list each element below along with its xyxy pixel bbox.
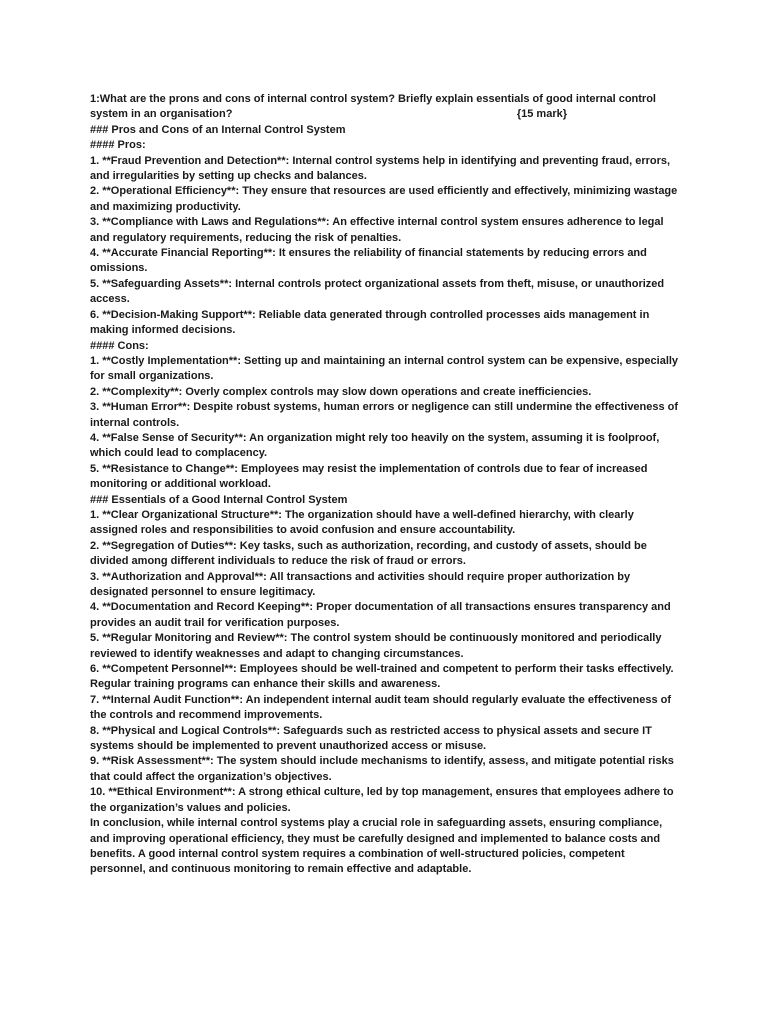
- question-marks: {15 mark}: [516, 108, 567, 121]
- pros-item-1: 1. **Fraud Prevention and Detection**: Internal control systems help in identifying and preventing fraud, errors, and irregularities by setting up checks and balances.: [90, 154, 671, 183]
- essentials-item-9: 9. **Risk Assessment**: The system should include mechanisms to identify, assess, and mitigate potential risks that could affect the organization’s objectives.: [90, 755, 674, 783]
- essentials-item-8: 8. **Physical and Logical Controls**: Safeguards such as restricted access to physical assets and secure IT systems should be implemented to prevent unauthorized access or misuse.: [90, 724, 652, 753]
- question-line-1: 1:What are the prons and cons of internal control system? Briefly explain essentials of good internal control: [90, 93, 656, 105]
- question-line-2: [90, 107, 680, 122]
- essentials-item-6: 6. **Competent Personnel**: Employees should be well-trained and competent to perform their tasks effectively. Regular training programs can enhance their skills and awareness.: [90, 663, 674, 691]
- essentials-item-7: 7. **Internal Audit Function**: An independent internal audit team should regularly evaluate the effectiveness of the controls and recommend improvements.: [90, 693, 672, 722]
- heading-pros-cons: ### Pros and Cons of an Internal Control System: [90, 123, 346, 136]
- conclusion-paragraph: In conclusion, while internal control systems play a crucial role in safeguarding assets, ensuring compliance, and improving operational efficiency, they must be carefully designed and implemented to balance costs and benefits. A good internal control system requires a combination of well-structured policies, competent personnel, and continuous monitoring to remain effective and adaptable.: [90, 817, 663, 876]
- cons-item-2: 2. **Complexity**: Overly complex controls may slow down operations and create inefficiencies.: [90, 385, 592, 398]
- cons-heading: #### Cons:: [90, 339, 149, 352]
- essentials-item-5: 5. **Regular Monitoring and Review**: The control system should be continuously monitored and periodically reviewed to identify weaknesses and adapt to changing circumstances.: [90, 632, 662, 660]
- cons-item-3: 3. **Human Error**: Despite robust systems, human errors or negligence can still undermine the effectiveness of internal controls.: [90, 401, 679, 429]
- question-text-continued: system in an organisation?: [90, 108, 233, 121]
- essentials-item-10: 10. **Ethical Environment**: A strong ethical culture, led by top management, ensures that employees adhere to the organization’s values and policies.: [90, 786, 674, 814]
- pros-item-2: 2. **Operational Efficiency**: They ensure that resources are used efficiently and effectively, minimizing wastage and maximizing productivity.: [90, 185, 678, 213]
- cons-item-5: 5. **Resistance to Change**: Employees may resist the implementation of controls due to fear of increased monitoring or additional workload.: [90, 462, 648, 491]
- cons-item-1: 1. **Costly Implementation**: Setting up and maintaining an internal control system can be expensive, especially for small organizations.: [90, 354, 679, 383]
- essentials-heading: ### Essentials of a Good Internal Control System: [90, 493, 348, 506]
- document-page: [90, 92, 680, 878]
- essentials-item-4: 4. **Documentation and Record Keeping**: Proper documentation of all transactions ensures transparency and provides an audit trail for verification purposes.: [90, 601, 671, 629]
- cons-item-4: 4. **False Sense of Security**: An organization might rely too heavily on the system, assuming it is foolproof, which could lead to complacency.: [90, 431, 660, 460]
- pros-item-4: 4. **Accurate Financial Reporting**: It ensures the reliability of financial statements by reducing errors and omissions.: [90, 247, 647, 275]
- pros-item-3: 3. **Compliance with Laws and Regulations**: An effective internal control system ensures adherence to legal and regulatory requirements, reducing the risk of penalties.: [90, 216, 664, 244]
- pros-heading: #### Pros:: [90, 139, 146, 152]
- essentials-item-2: 2. **Segregation of Duties**: Key tasks, such as authorization, recording, and custody of assets, should be divided among different individuals to reduce the risk of fraud or errors.: [90, 539, 647, 568]
- pros-item-5: 5. **Safeguarding Assets**: Internal controls protect organizational assets from theft, misuse, or unauthorized access.: [90, 277, 665, 306]
- pros-item-6: 6. **Decision-Making Support**: Reliable data generated through controlled processes aids management in making informed decisions.: [90, 308, 650, 337]
- essentials-item-1: 1. **Clear Organizational Structure**: The organization should have a well-defined hierarchy, with clearly assigned roles and responsibilities to avoid confusion and ensure accountability.: [90, 508, 634, 537]
- essentials-item-3: 3. **Authorization and Approval**: All transactions and activities should require proper authorization by designated personnel to ensure legitimacy.: [90, 570, 631, 598]
